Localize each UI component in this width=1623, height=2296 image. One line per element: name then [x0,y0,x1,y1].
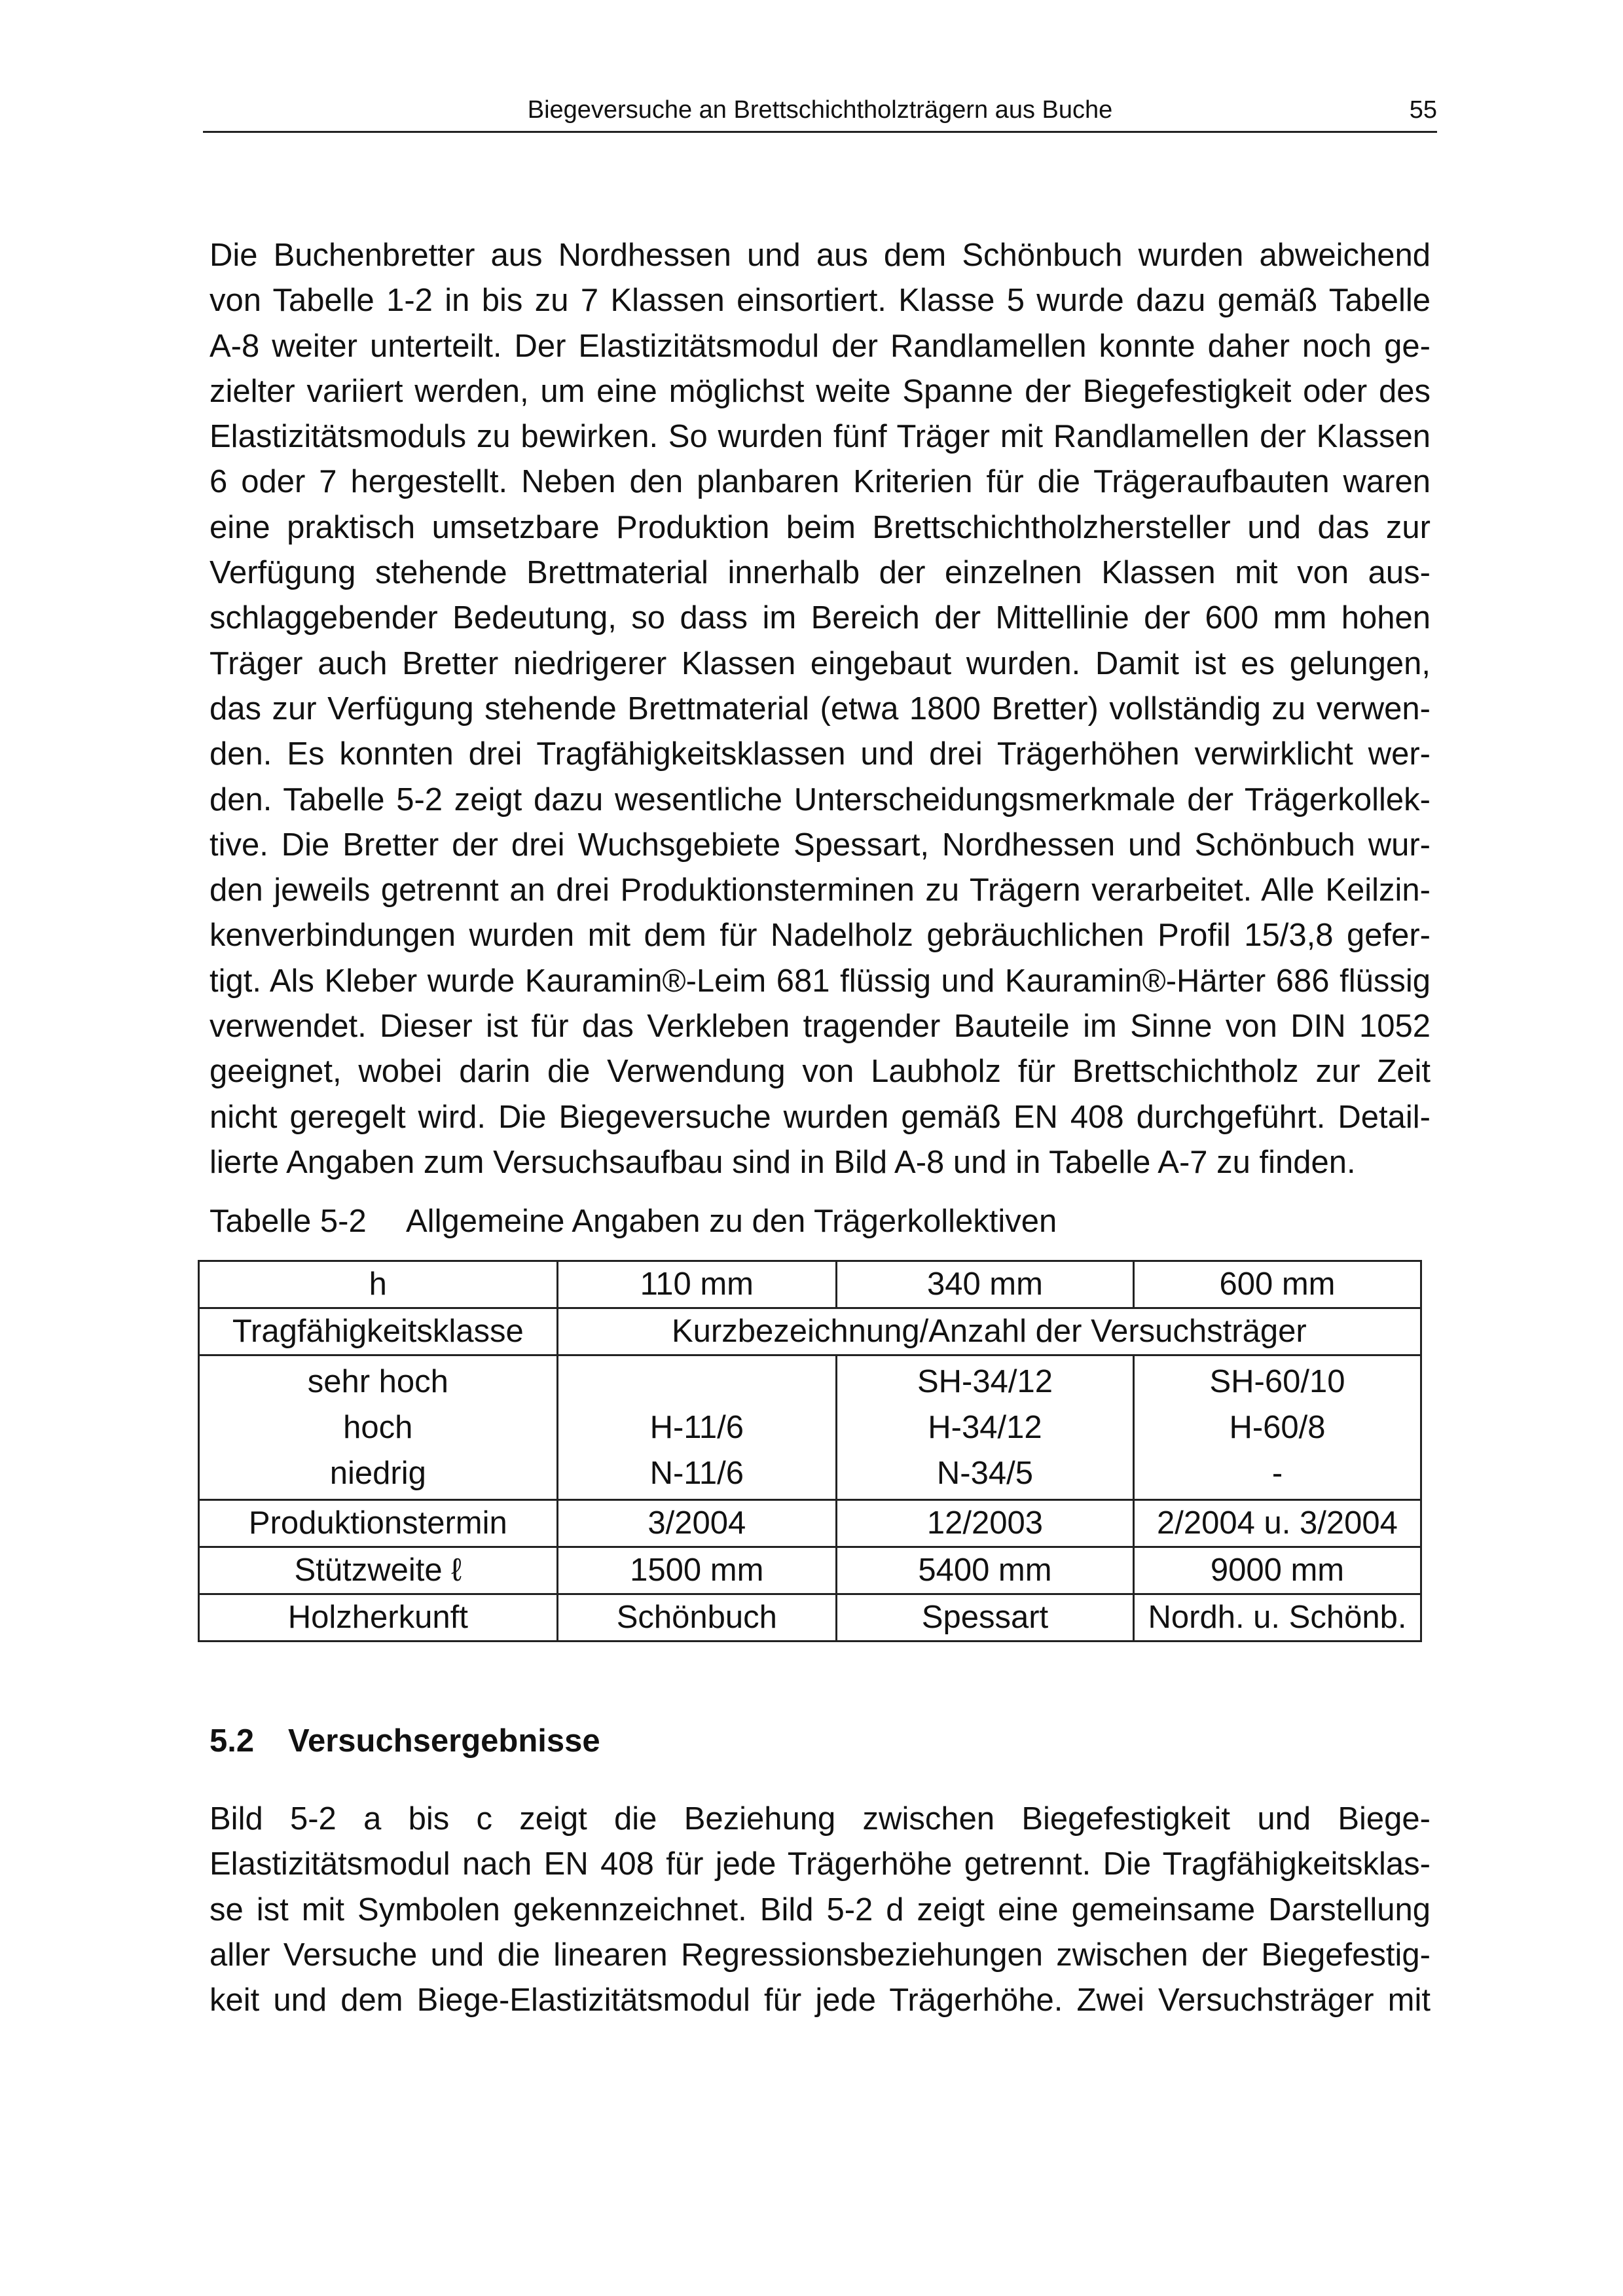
text-line: lierte Angaben zum Versuchsaufbau sind in Bild A-8 und in Tabelle A-7 zu finden. [210,1144,1356,1180]
table-cell: 9000 mm [1133,1547,1421,1594]
table-row [199,1547,1421,1594]
table-cell [1133,1355,1421,1500]
table-cell [557,1355,836,1500]
class-label: sehr hoch [307,1364,448,1399]
table-header-row [199,1261,1421,1308]
table-caption [210,1202,1057,1241]
table-cell: 600 mm [1133,1261,1421,1308]
table-cell: h [199,1261,558,1308]
table-cell: 5400 mm [836,1547,1133,1594]
data-table [198,1260,1422,1642]
table-cell: 340 mm [836,1261,1133,1308]
text-line: kenverbindungen wurden mit dem für Nadelholz gebräuchlichen Profil 15/3,8 gefer- [210,918,1431,954]
text-line: Elastizitätsmodul nach EN 408 für jede Trägerhöhe getrennt. Die Tragfähigkeitsklas- [210,1846,1431,1882]
text-line: Verfügung stehende Brettmaterial innerhalb der einzelnen Klassen mit von aus- [210,555,1431,591]
table-caption-number: Tabelle 5-2 [210,1204,367,1239]
class-value: H-34/12 [928,1410,1042,1445]
text-line: schlaggebender Bedeutung, so dass im Bereich der Mittellinie der 600 mm hohen [210,600,1431,636]
table-cell: Spessart [836,1594,1133,1641]
table-cell: Kurzbezeichnung/Anzahl der Versuchsträger [557,1308,1421,1355]
text-line: Elastizitätsmoduls zu bewirken. So wurden fünf Träger mit Randlamellen der Klassen [210,419,1431,455]
table-row [199,1594,1421,1641]
text-line: das zur Verfügung stehende Brettmaterial (etwa 1800 Bretter) vollständig zu verwen- [210,691,1431,726]
class-label: niedrig [329,1456,426,1491]
page-number: 55 [1409,96,1437,124]
text-line: 6 oder 7 hergestellt. Neben den planbaren Kriterien für die Trägeraufbauten waren [210,464,1431,500]
text-line: Träger auch Bretter niedrigerer Klassen eingebaut wurden. Damit ist es gelungen, [210,645,1431,681]
text-line: nicht geregelt wird. Die Biegeversuche wurden gemäß EN 408 durchgeführt. Detail- [210,1099,1431,1135]
text-line: von Tabelle 1-2 in bis zu 7 Klassen einsortiert. Klasse 5 wurde dazu gemäß Tabelle [210,283,1431,319]
running-title: Biegeversuche an Brettschichtholzträgern aus Buche [527,96,1113,124]
text-line: zielter variiert werden, um eine möglichst weite Spanne der Biegefestigkeit oder des [210,373,1431,409]
class-value [561,1359,833,1405]
text-line: aller Versuche und die linearen Regressionsbeziehungen zwischen der Biegefestig- [210,1937,1431,1973]
text-line: verwendet. Dieser ist für das Verkleben tragender Bauteile im Sinne von DIN 1052 [210,1009,1431,1045]
table-cell [199,1355,558,1500]
class-value: N-11/6 [649,1456,744,1491]
text-line: geeignet, wobei darin die Verwendung von Laubholz für Brettschichtholz zur Zeit [210,1054,1431,1090]
section-heading [210,1721,600,1761]
page-header [203,92,1437,133]
text-line: eine praktisch umsetzbare Produktion beim Brettschichtholzhersteller und das zur [210,509,1431,545]
text-line: den jeweils getrennt an drei Produktionsterminen zu Trägern verarbeitet. Alle Keilzin- [210,872,1431,908]
table-cell: 2/2004 u. 3/2004 [1133,1500,1421,1547]
text-line: den. Tabelle 5-2 zeigt dazu wesentliche Unterscheidungsmerkmale der Trägerkollek- [210,781,1431,817]
table-cell: 1500 mm [557,1547,836,1594]
table-cell: Holzherkunft [199,1594,558,1641]
table-cell: Schönbuch [557,1594,836,1641]
table-cell: 110 mm [557,1261,836,1308]
table-cell: Stützweite ℓ [199,1547,558,1594]
class-value: SH-34/12 [917,1364,1053,1399]
class-value: H-60/8 [1229,1410,1326,1445]
section-number: 5.2 [210,1723,255,1759]
text-line: tigt. Als Kleber wurde Kauramin®-Leim 681 flüssig und Kauramin®-Härter 686 flüssig [210,963,1431,999]
class-value: H-11/6 [649,1410,744,1445]
paragraph-2 [210,1797,1431,2023]
table-subheader-row [199,1308,1421,1355]
table-cell: 12/2003 [836,1500,1133,1547]
text-line: A-8 weiter unterteilt. Der Elastizitätsmodul der Randlamellen konnte daher noch ge- [210,328,1431,364]
table-cell: Tragfähigkeitsklasse [199,1308,558,1355]
table-class-row [199,1355,1421,1500]
class-value: SH-60/10 [1209,1364,1345,1399]
paragraph-1 [210,233,1431,1185]
class-label: hoch [343,1410,413,1445]
class-value: N-34/5 [936,1456,1033,1491]
table-caption-text: Allgemeine Angaben zu den Trägerkollektiven [406,1204,1057,1239]
table-cell: Nordh. u. Schönb. [1133,1594,1421,1641]
section-title: Versuchsergebnisse [288,1723,600,1759]
text-line: Bild 5-2 a bis c zeigt die Beziehung zwischen Biegefestigkeit und Biege- [210,1801,1431,1837]
class-value: - [1271,1456,1283,1491]
table-row [199,1500,1421,1547]
table-cell: Produktionstermin [199,1500,558,1547]
text-line: den. Es konnten drei Tragfähigkeitsklassen und drei Trägerhöhen verwirklicht wer- [210,736,1431,772]
text-line: tive. Die Bretter der drei Wuchsgebiete Spessart, Nordhessen und Schönbuch wur- [210,827,1431,863]
table-cell [836,1355,1133,1500]
text-line: se ist mit Symbolen gekennzeichnet. Bild 5-2 d zeigt eine gemeinsame Darstellung [210,1892,1431,1928]
table-cell: 3/2004 [557,1500,836,1547]
text-line: keit und dem Biege-Elastizitätsmodul für jede Trägerhöhe. Zwei Versuchsträger mit [210,1982,1431,2018]
text-line: Die Buchenbretter aus Nordhessen und aus dem Schönbuch wurden abweichend [210,238,1431,273]
